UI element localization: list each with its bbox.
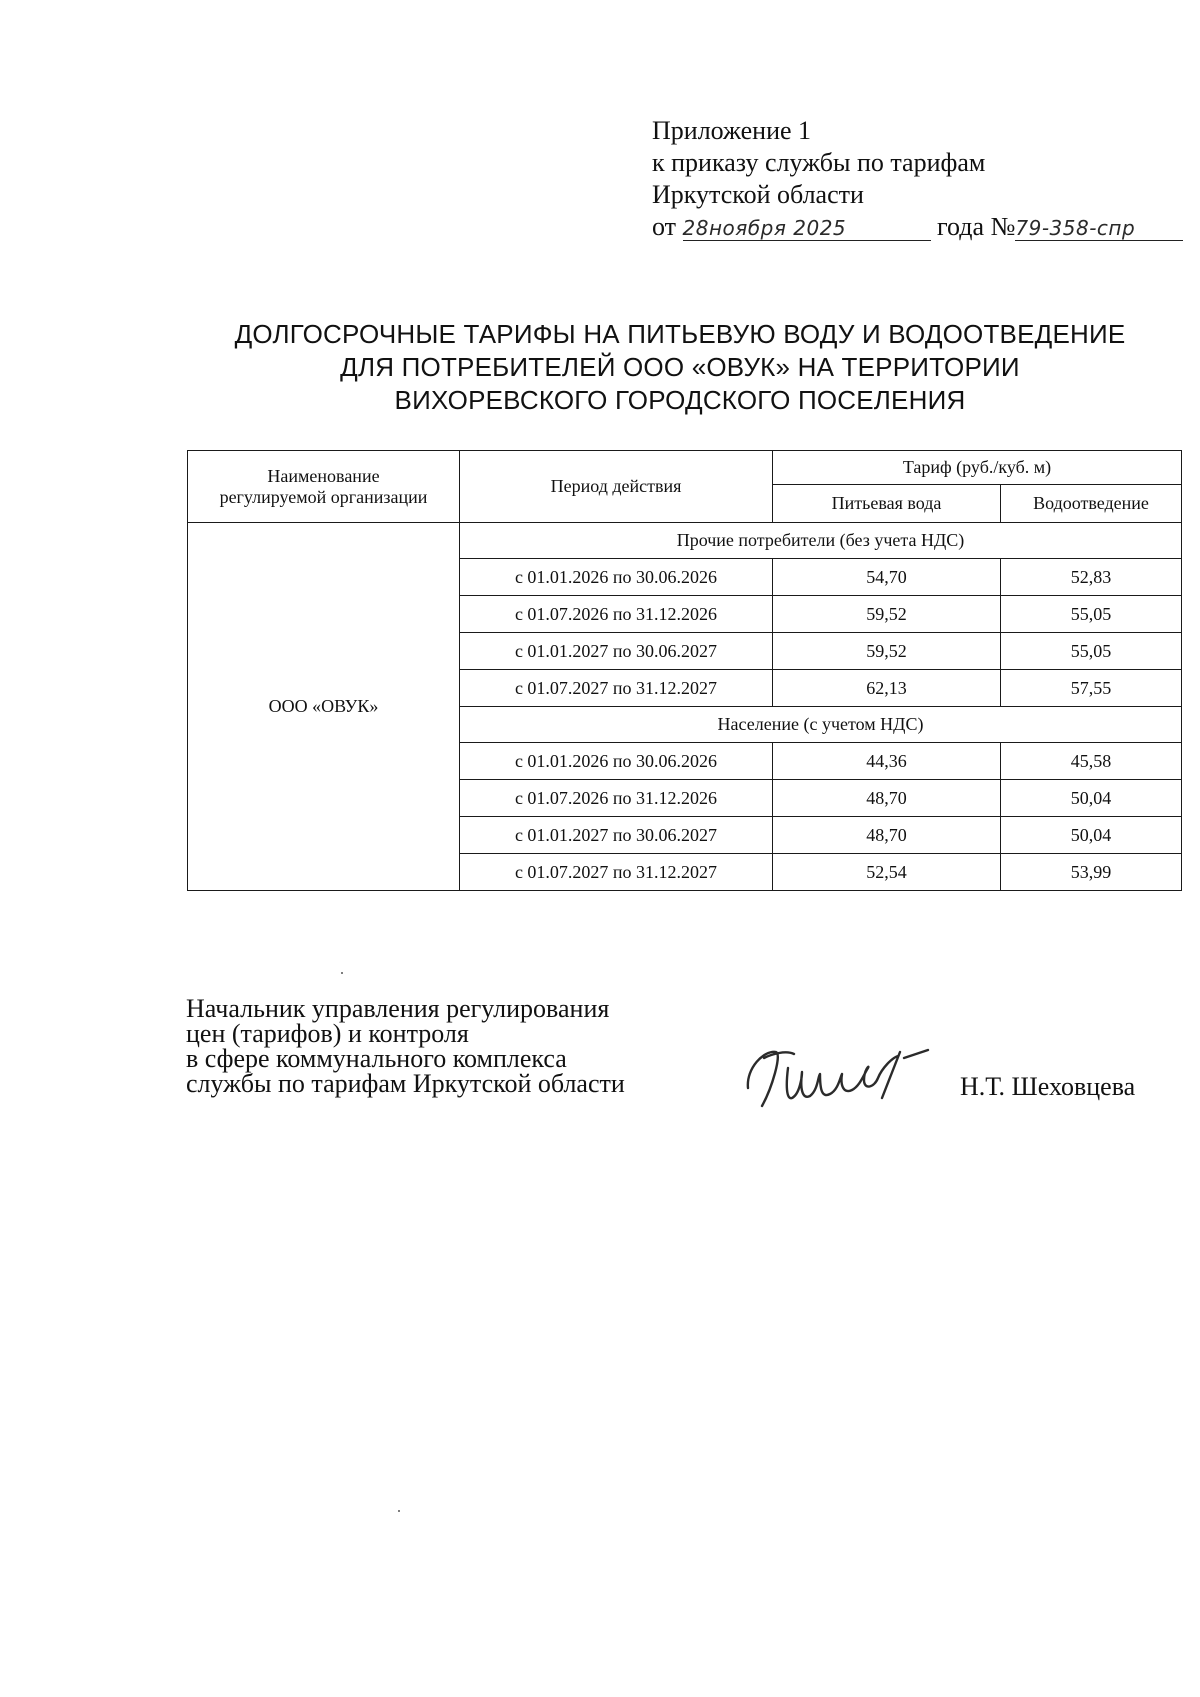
group-title: Население (с учетом НДС) xyxy=(460,707,1182,743)
scan-speck xyxy=(341,972,343,974)
period-cell: с 01.07.2027 по 31.12.2027 xyxy=(460,854,773,891)
handwritten-date: 28ноября 2025 xyxy=(682,216,847,240)
drain-tariff-cell: 57,55 xyxy=(1001,670,1182,707)
period-cell: с 01.01.2026 по 30.06.2026 xyxy=(460,559,773,596)
position-line-2: цен (тарифов) и контроля xyxy=(186,1019,469,1048)
water-tariff-cell: 62,13 xyxy=(773,670,1001,707)
header-water: Питьевая вода xyxy=(773,485,1001,523)
handwritten-number: 79-358-спр xyxy=(1015,216,1136,240)
tariff-table-body xyxy=(188,451,1182,891)
group-row xyxy=(188,523,1182,559)
drain-tariff-cell: 55,05 xyxy=(1001,633,1182,670)
handwritten-signature xyxy=(742,1028,942,1128)
header-row-1 xyxy=(188,451,1182,485)
title-line-2: ДЛЯ ПОТРЕБИТЕЛЕЙ ООО «ОВУК» НА ТЕРРИТОРИИ xyxy=(340,352,1020,382)
position-line-4: службы по тарифам Иркутской области xyxy=(186,1069,625,1098)
position-line-3: в сфере коммунального комплекса xyxy=(186,1044,567,1073)
water-tariff-cell: 44,36 xyxy=(773,743,1001,780)
water-tariff-cell: 52,54 xyxy=(773,854,1001,891)
date-prefix: от xyxy=(652,212,677,241)
period-cell: с 01.01.2026 по 30.06.2026 xyxy=(460,743,773,780)
signatory-name: Н.Т. Шеховцева xyxy=(960,1072,1136,1101)
year-number-label: года № xyxy=(937,212,1016,241)
header-org-line1: Наименование xyxy=(267,465,380,486)
header-org xyxy=(188,451,460,523)
document-title xyxy=(170,318,1190,417)
scan-speck xyxy=(398,1510,400,1512)
drain-tariff-cell: 52,83 xyxy=(1001,559,1182,596)
header-period: Период действия xyxy=(460,451,773,523)
title-line-1: ДОЛГОСРОЧНЫЕ ТАРИФЫ НА ПИТЬЕВУЮ ВОДУ И ВОДООТВЕДЕНИЕ xyxy=(234,319,1126,349)
period-cell: с 01.07.2026 по 31.12.2026 xyxy=(460,596,773,633)
drain-tariff-cell: 45,58 xyxy=(1001,743,1182,780)
appendix-date-line xyxy=(652,211,1192,243)
period-cell: с 01.01.2027 по 30.06.2027 xyxy=(460,817,773,854)
tariff-table xyxy=(187,450,1182,891)
appendix-header xyxy=(652,115,1192,243)
water-tariff-cell: 48,70 xyxy=(773,817,1001,854)
drain-tariff-cell: 53,99 xyxy=(1001,854,1182,891)
drain-tariff-cell: 50,04 xyxy=(1001,817,1182,854)
period-cell: с 01.07.2026 по 31.12.2026 xyxy=(460,780,773,817)
header-tariff: Тариф (руб./куб. м) xyxy=(773,451,1182,485)
position-line-1: Начальник управления регулирования xyxy=(186,994,610,1023)
group-title: Прочие потребители (без учета НДС) xyxy=(460,523,1182,559)
title-line-3: ВИХОРЕВСКОГО ГОРОДСКОГО ПОСЕЛЕНИЯ xyxy=(394,385,966,415)
header-drain: Водоотведение xyxy=(1001,485,1182,523)
signatory-position xyxy=(186,996,706,1096)
drain-tariff-cell: 50,04 xyxy=(1001,780,1182,817)
water-tariff-cell: 48,70 xyxy=(773,780,1001,817)
org-name-cell: ООО «ОВУК» xyxy=(188,523,460,891)
period-cell: с 01.07.2027 по 31.12.2027 xyxy=(460,670,773,707)
water-tariff-cell: 59,52 xyxy=(773,596,1001,633)
water-tariff-cell: 54,70 xyxy=(773,559,1001,596)
date-field xyxy=(683,215,931,241)
appendix-order-ref: к приказу службы по тарифам xyxy=(652,148,986,177)
appendix-title: Приложение 1 xyxy=(652,116,812,145)
water-tariff-cell: 59,52 xyxy=(773,633,1001,670)
number-field xyxy=(1015,215,1183,241)
period-cell: с 01.01.2027 по 30.06.2027 xyxy=(460,633,773,670)
appendix-region: Иркутской области xyxy=(652,180,864,209)
header-org-line2: регулируемой организации xyxy=(219,486,428,507)
drain-tariff-cell: 55,05 xyxy=(1001,596,1182,633)
